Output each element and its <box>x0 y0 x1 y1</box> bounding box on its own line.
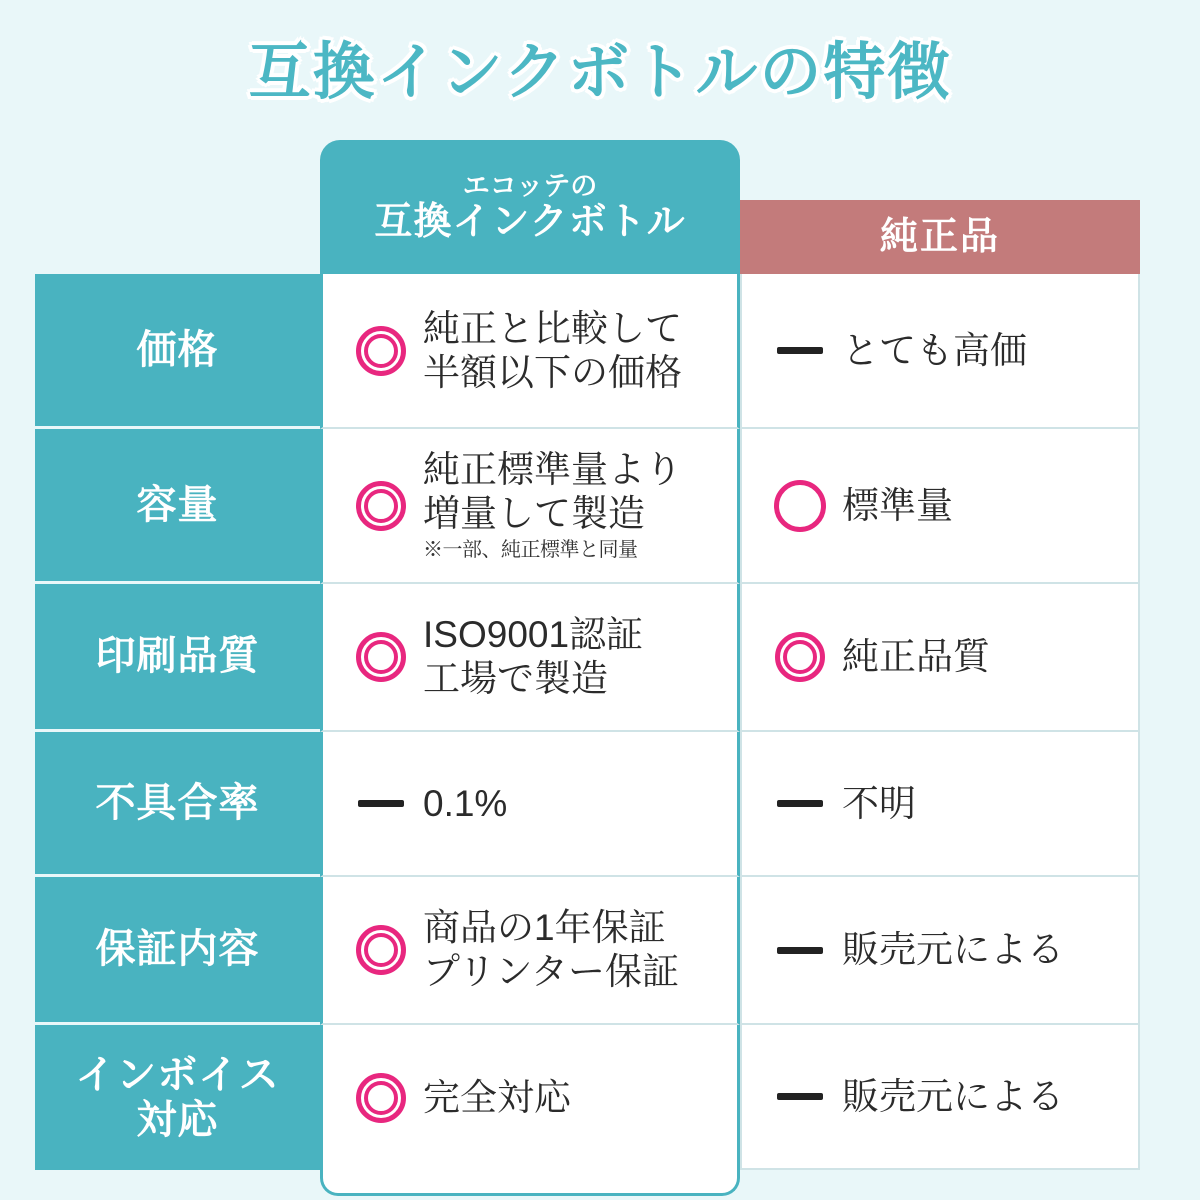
text-line-2: 半額以下の価格 <box>423 351 682 393</box>
dash-icon <box>764 947 836 954</box>
double-circle-icon <box>345 925 417 975</box>
text-line-1: 商品の1年保証 <box>423 907 666 949</box>
table-row <box>35 877 1165 1025</box>
double-circle-icon <box>764 632 836 682</box>
header-genuine-wrap <box>740 140 1140 274</box>
table-row <box>35 584 1165 732</box>
double-circle-icon <box>345 1073 417 1123</box>
table-row <box>35 429 1165 584</box>
cell-ecotte-print-quality <box>320 584 740 732</box>
cell-ecotte-capacity-text <box>417 448 682 563</box>
cell-ecotte-defect-rate-text: 0.1% <box>423 782 508 824</box>
double-circle-icon <box>345 481 417 531</box>
dash-icon <box>764 800 836 807</box>
row-label-warranty: 保証内容 <box>35 877 320 1025</box>
row-label-invoice-line1: インボイス <box>75 1052 280 1097</box>
cap-spacer <box>35 1170 320 1196</box>
text-line-2: プリンター保証 <box>423 951 680 992</box>
cell-genuine-warranty <box>740 877 1140 1025</box>
cell-genuine-capacity <box>740 429 1140 584</box>
cell-genuine-print-quality-text: 純正品質 <box>842 636 990 678</box>
row-label-defect-rate: 不具合率 <box>35 732 320 877</box>
page-title: 互換インクボトルの特徴 <box>248 38 952 107</box>
dash-icon <box>764 1093 836 1100</box>
cell-genuine-defect-rate <box>740 732 1140 877</box>
cell-ecotte-price-text <box>417 307 682 394</box>
cell-genuine-price-text: とても高価 <box>842 329 1027 371</box>
header-empty-cell <box>35 140 320 274</box>
cell-ecotte-print-quality-text <box>417 613 643 700</box>
text-line-1: 純正と比較して <box>423 307 682 349</box>
row-label-invoice-line2: 対応 <box>136 1097 219 1142</box>
text-line-1: ISO9001認証 <box>423 614 644 656</box>
table-row <box>35 1025 1165 1170</box>
row-label-print-quality: 印刷品質 <box>35 584 320 732</box>
double-circle-icon <box>345 326 417 376</box>
cell-ecotte-warranty <box>320 877 740 1025</box>
cell-ecotte-defect-rate <box>320 732 740 877</box>
row-label-price: 価格 <box>35 274 320 429</box>
header-ecotte-small: エコッテの <box>462 170 598 201</box>
header-genuine-column: 純正品 <box>740 200 1140 274</box>
text-line-2: 増量して製造 <box>423 492 645 534</box>
header-ecotte-column <box>320 140 740 274</box>
cell-genuine-warranty-text: 販売元による <box>842 929 1064 971</box>
table-row <box>35 274 1165 429</box>
table-row <box>35 732 1165 877</box>
row-label-capacity: 容量 <box>35 429 320 584</box>
ecotte-column-bottom-cap <box>35 1170 1165 1196</box>
cell-ecotte-invoice <box>320 1025 740 1170</box>
cell-ecotte-invoice-text: 完全対応 <box>423 1076 571 1118</box>
cell-ecotte-warranty-text <box>417 906 679 993</box>
comparison-table <box>35 140 1165 1196</box>
double-circle-icon <box>345 632 417 682</box>
cell-genuine-print-quality <box>740 584 1140 732</box>
single-circle-icon <box>764 480 836 532</box>
header-ecotte-big: 互換インクボトル <box>374 200 686 243</box>
table-header-row <box>35 140 1165 274</box>
cell-genuine-invoice <box>740 1025 1140 1170</box>
cell-genuine-defect-rate-text: 不明 <box>842 782 916 824</box>
cell-ecotte-capacity <box>320 429 740 584</box>
dash-icon <box>764 347 836 354</box>
row-label-invoice <box>35 1025 320 1170</box>
cap-ecotte <box>320 1170 740 1196</box>
cell-genuine-capacity-text: 標準量 <box>842 484 953 526</box>
text-note: ※一部、純正標準と同量 <box>423 539 638 562</box>
cell-genuine-invoice-text: 販売元による <box>842 1075 1064 1117</box>
cell-genuine-price <box>740 274 1140 429</box>
cell-ecotte-price <box>320 274 740 429</box>
text-line-2: 工場で製造 <box>423 658 608 699</box>
dash-icon <box>345 800 417 807</box>
text-line-1: 純正標準量より <box>423 449 682 491</box>
